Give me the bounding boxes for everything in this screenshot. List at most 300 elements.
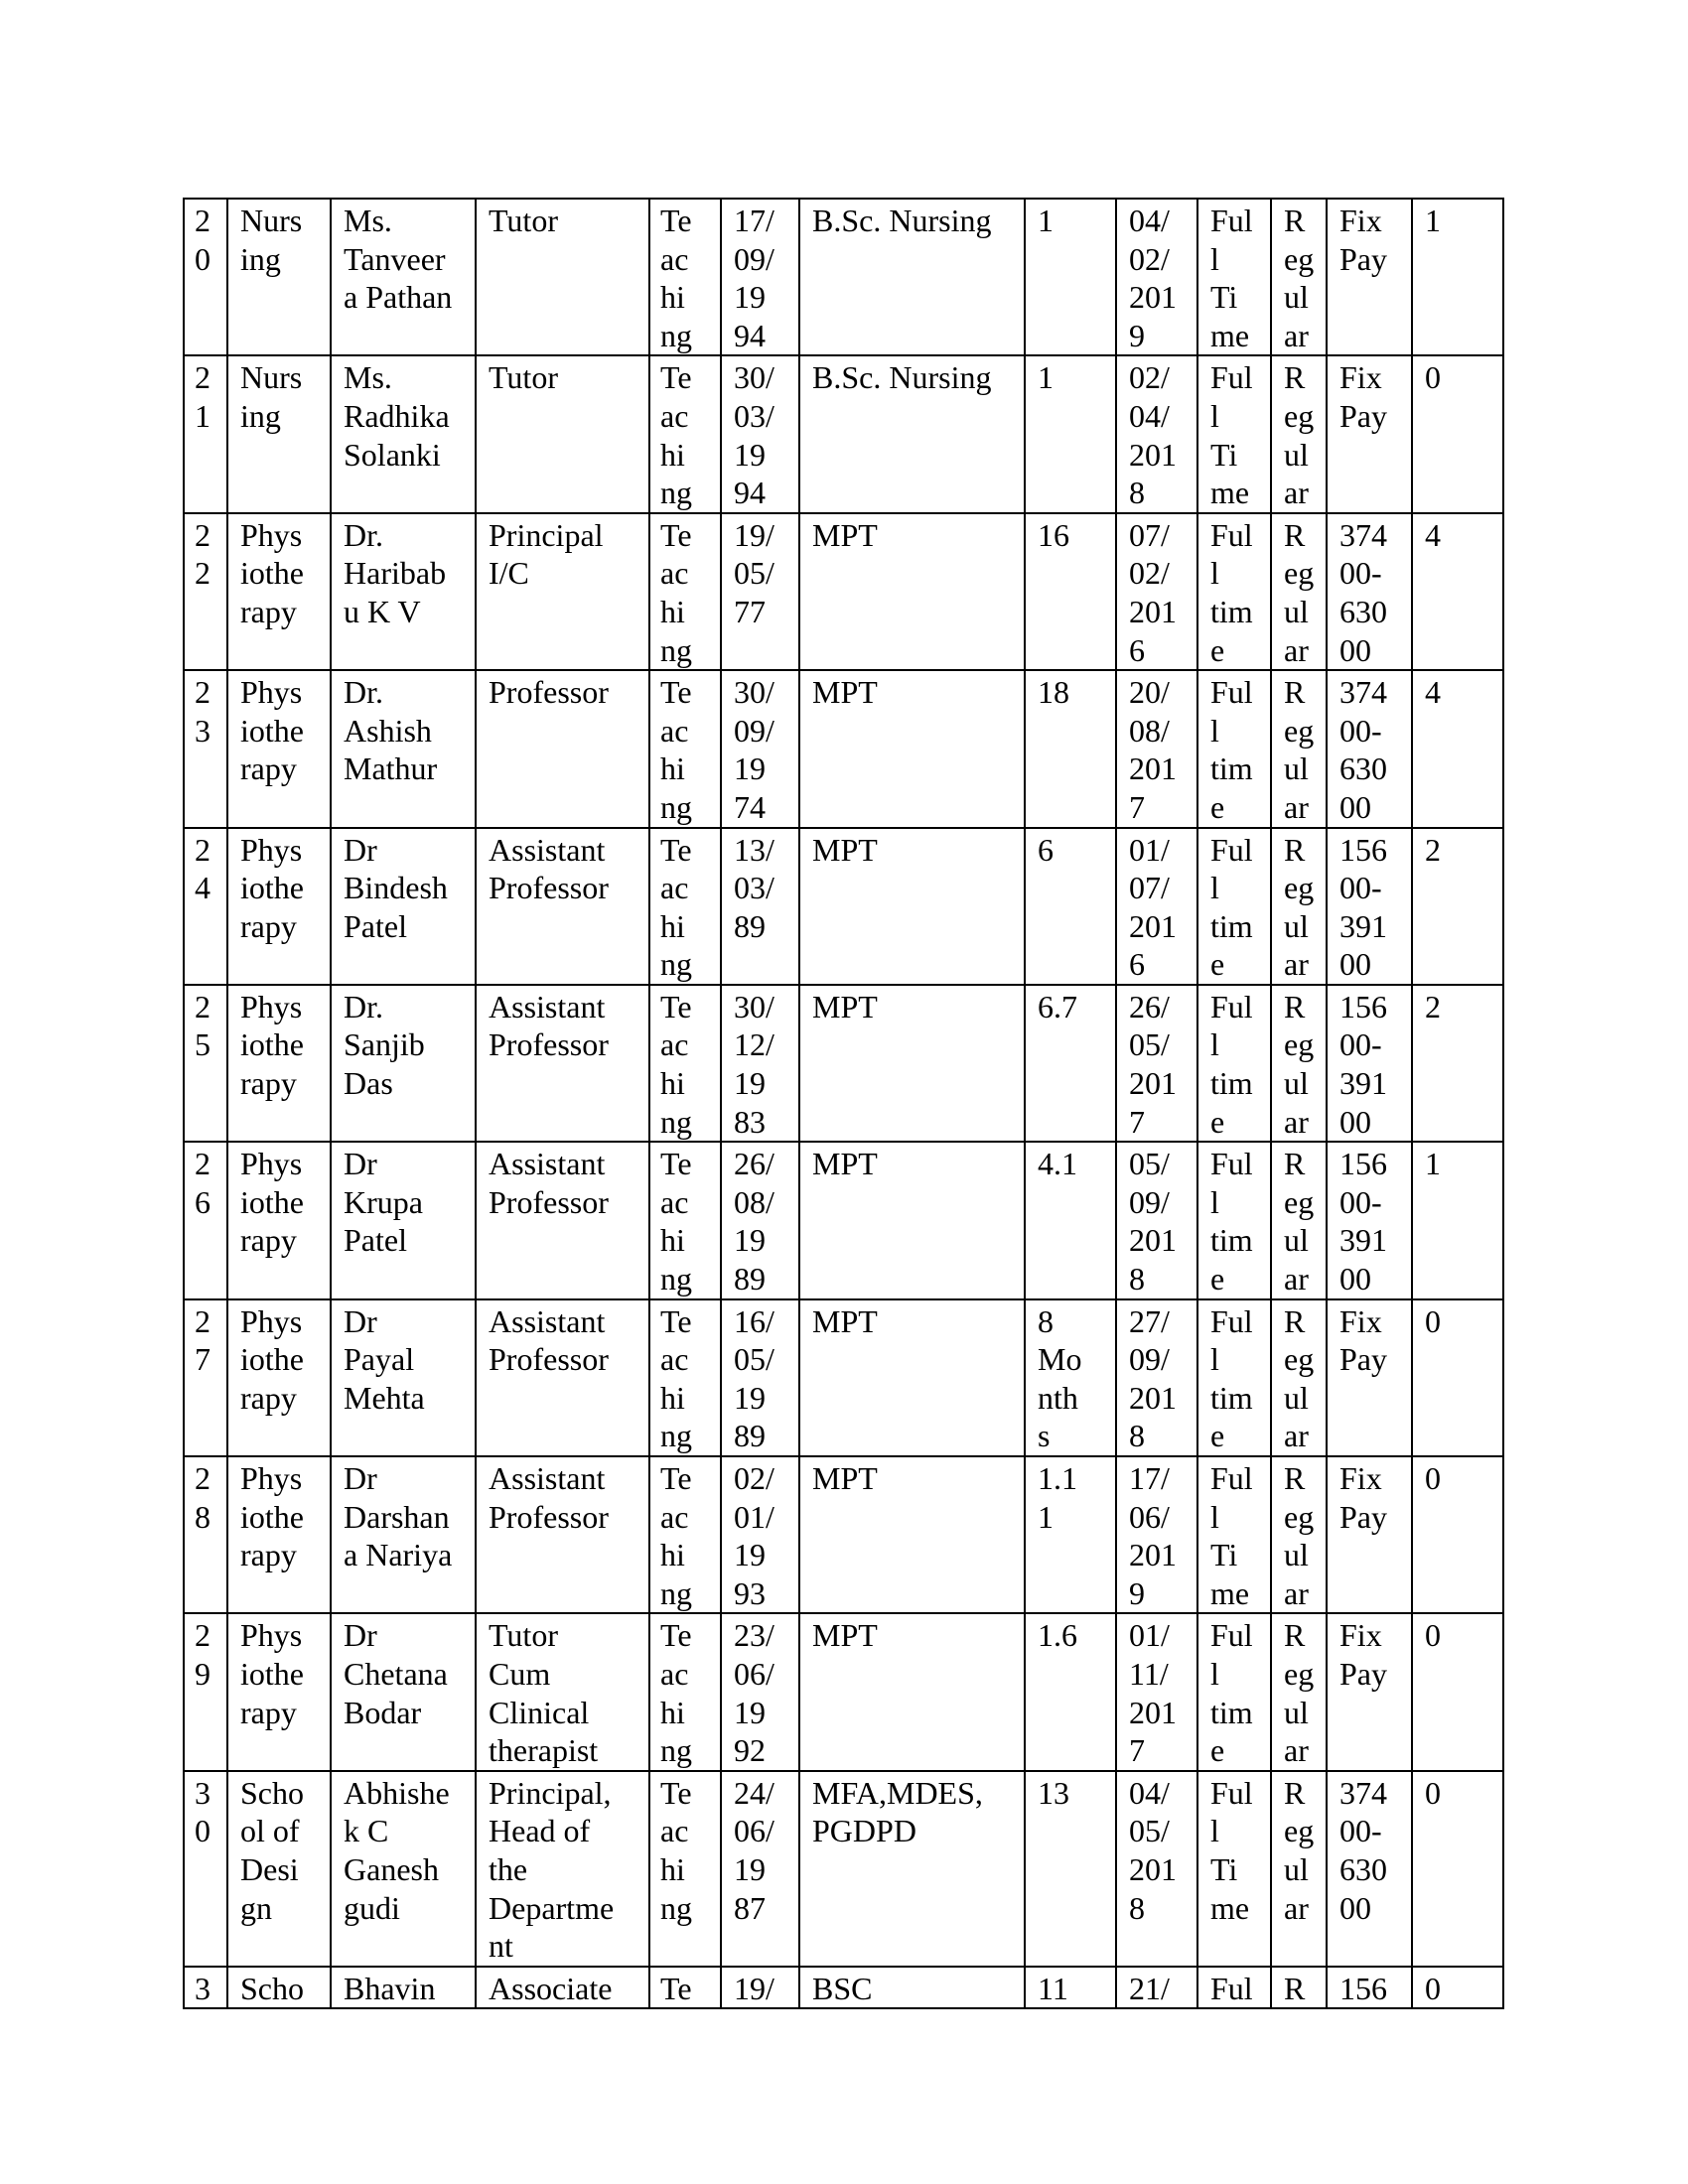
- date-of-joining-text: 201: [1129, 279, 1177, 316]
- date-of-birth-text: 74: [734, 788, 766, 825]
- date-of-birth-cell: [721, 355, 799, 512]
- appointment-nature-text: R: [1284, 1617, 1306, 1654]
- department-text: Phys: [240, 1460, 303, 1496]
- designation-cell: [476, 199, 649, 355]
- date-of-birth-text: 06/: [734, 1813, 774, 1849]
- employment-mode-cell: [1197, 1771, 1271, 1967]
- staff-type-text: ng: [660, 631, 692, 668]
- department-cell: [227, 1456, 331, 1613]
- date-of-birth-text: 19: [734, 1222, 766, 1259]
- employment-mode-text: e: [1210, 1732, 1225, 1769]
- staff-type-text: ac: [660, 712, 689, 749]
- staff-type-cell: [649, 985, 721, 1142]
- staff-type-text: ng: [660, 317, 692, 353]
- appointment-nature-cell: [1271, 1142, 1327, 1298]
- employment-mode-cell: [1197, 1456, 1271, 1613]
- faculty-name-cell: [331, 670, 476, 827]
- department-text: rapy: [240, 1694, 297, 1730]
- staff-type-text: ng: [660, 1261, 692, 1297]
- date-of-birth-text: 05/: [734, 1341, 774, 1378]
- date-of-birth-text: 94: [734, 475, 766, 511]
- staff-type-text: ac: [660, 1813, 689, 1849]
- appointment-nature-cell: [1271, 1771, 1327, 1967]
- date-of-joining-text: 05/: [1129, 1026, 1170, 1063]
- appointment-nature-text: ul: [1284, 1537, 1309, 1573]
- employment-mode-text: Ti: [1210, 1850, 1238, 1887]
- experience-cell: [1025, 670, 1116, 827]
- staff-type-text: Te: [660, 359, 692, 396]
- pay-scale-cell: [1327, 1613, 1412, 1770]
- qualification-text: MPT: [812, 1146, 878, 1182]
- department-text: Scho: [240, 1970, 304, 2006]
- department-text: Phys: [240, 1617, 303, 1654]
- date-of-joining-text: 01/: [1129, 1617, 1170, 1654]
- serial-number-cell: [184, 1299, 227, 1456]
- date-of-joining-text: 201: [1129, 436, 1177, 473]
- department-text: rapy: [240, 907, 297, 944]
- staff-table: [183, 198, 1504, 2009]
- qualification-cell: [799, 1299, 1025, 1456]
- department-text: iothe: [240, 1183, 304, 1220]
- staff-type-text: ac: [660, 870, 689, 906]
- last-column-cell: [1412, 1456, 1503, 1613]
- staff-type-text: ng: [660, 475, 692, 511]
- date-of-joining-text: 04/: [1129, 1774, 1170, 1811]
- staff-type-text: ac: [660, 1341, 689, 1378]
- staff-type-cell: [649, 199, 721, 355]
- faculty-name-cell: [331, 1613, 476, 1770]
- employment-mode-text: l: [1210, 1655, 1219, 1692]
- appointment-nature-text: ul: [1284, 279, 1309, 316]
- employment-mode-text: Ful: [1210, 1970, 1253, 2006]
- department-cell: [227, 355, 331, 512]
- pay-scale-text: 00-: [1339, 555, 1382, 592]
- pay-scale-text: 00-: [1339, 1183, 1382, 1220]
- table-row: [184, 355, 1503, 512]
- employment-mode-text: e: [1210, 1103, 1225, 1140]
- date-of-joining-text: 17/: [1129, 1460, 1170, 1496]
- employment-mode-text: e: [1210, 788, 1225, 825]
- designation-text: Professor: [489, 674, 609, 711]
- serial-number-text: 0: [195, 1813, 211, 1849]
- department-text: ing: [240, 397, 281, 434]
- experience-text: nth: [1038, 1379, 1078, 1416]
- date-of-birth-text: 30/: [734, 988, 774, 1024]
- date-of-birth-text: 19: [734, 1379, 766, 1416]
- employment-mode-text: me: [1210, 475, 1250, 511]
- serial-number-text: 9: [195, 1655, 211, 1692]
- date-of-birth-text: 12/: [734, 1026, 774, 1063]
- last-column-cell: [1412, 670, 1503, 827]
- date-of-birth-text: 19: [734, 279, 766, 316]
- date-of-birth-text: 89: [734, 1261, 766, 1297]
- staff-type-text: ng: [660, 1732, 692, 1769]
- date-of-birth-cell: [721, 199, 799, 355]
- employment-mode-text: Ful: [1210, 203, 1253, 238]
- appointment-nature-text: ul: [1284, 907, 1309, 944]
- department-text: Desi: [240, 1850, 299, 1887]
- employment-mode-text: e: [1210, 1418, 1225, 1454]
- employment-mode-text: l: [1210, 240, 1219, 277]
- faculty-name-text: Das: [344, 1065, 393, 1102]
- employment-mode-text: l: [1210, 1026, 1219, 1063]
- pay-scale-cell: [1327, 670, 1412, 827]
- employment-mode-cell: [1197, 670, 1271, 827]
- employment-mode-text: me: [1210, 317, 1250, 353]
- employment-mode-text: tim: [1210, 1222, 1253, 1259]
- designation-cell: [476, 1967, 649, 2009]
- staff-type-text: ng: [660, 946, 692, 983]
- last-column-cell: [1412, 985, 1503, 1142]
- pay-scale-cell: [1327, 1967, 1412, 2009]
- faculty-name-cell: [331, 1771, 476, 1967]
- pay-scale-text: Pay: [1339, 1498, 1387, 1535]
- designation-text: Associate: [489, 1970, 613, 2006]
- date-of-birth-text: 09/: [734, 240, 774, 277]
- table-row: [184, 1142, 1503, 1298]
- date-of-birth-text: 89: [734, 1418, 766, 1454]
- faculty-name-cell: [331, 1967, 476, 2009]
- last-column-text: 0: [1425, 1774, 1441, 1811]
- employment-mode-cell: [1197, 1142, 1271, 1298]
- date-of-joining-text: 7: [1129, 1103, 1145, 1140]
- pay-scale-text: 630: [1339, 751, 1387, 787]
- pay-scale-text: 00: [1339, 788, 1371, 825]
- employment-mode-text: Ful: [1210, 1617, 1253, 1654]
- faculty-name-text: Bindesh: [344, 870, 448, 906]
- serial-number-text: 3: [195, 1970, 211, 2006]
- appointment-nature-text: ul: [1284, 1379, 1309, 1416]
- faculty-name-text: Krupa: [344, 1183, 423, 1220]
- faculty-name-text: gudi: [344, 1889, 400, 1926]
- department-text: rapy: [240, 751, 297, 787]
- staff-type-text: hi: [660, 279, 685, 316]
- date-of-joining-cell: [1116, 1299, 1197, 1456]
- date-of-birth-text: 94: [734, 317, 766, 353]
- qualification-cell: [799, 355, 1025, 512]
- employment-mode-text: Ti: [1210, 1537, 1238, 1573]
- designation-text: Assistant: [489, 988, 606, 1024]
- last-column-text: 4: [1425, 516, 1441, 553]
- date-of-joining-text: 201: [1129, 907, 1177, 944]
- designation-cell: [476, 1456, 649, 1613]
- pay-scale-text: Pay: [1339, 397, 1387, 434]
- pay-scale-cell: [1327, 199, 1412, 355]
- staff-type-text: ac: [660, 240, 689, 277]
- appointment-nature-text: ul: [1284, 593, 1309, 629]
- designation-cell: [476, 670, 649, 827]
- appointment-nature-text: R: [1284, 1970, 1306, 2006]
- faculty-name-cell: [331, 1299, 476, 1456]
- last-column-cell: [1412, 355, 1503, 512]
- serial-number-text: 5: [195, 1026, 211, 1063]
- experience-text: 1: [1038, 359, 1054, 396]
- date-of-birth-text: 16/: [734, 1302, 774, 1339]
- appointment-nature-text: eg: [1284, 240, 1315, 277]
- appointment-nature-text: ar: [1284, 1732, 1309, 1769]
- serial-number-text: 2: [195, 555, 211, 592]
- appointment-nature-text: ar: [1284, 946, 1309, 983]
- pay-scale-text: 00-: [1339, 712, 1382, 749]
- staff-type-text: hi: [660, 593, 685, 629]
- appointment-nature-text: ul: [1284, 1850, 1309, 1887]
- pay-scale-text: 00-: [1339, 870, 1382, 906]
- table-row: [184, 1771, 1503, 1967]
- table-row: [184, 670, 1503, 827]
- serial-number-text: 4: [195, 870, 211, 906]
- date-of-birth-text: 77: [734, 593, 766, 629]
- serial-number-text: 6: [195, 1183, 211, 1220]
- date-of-birth-text: 93: [734, 1574, 766, 1611]
- experience-cell: [1025, 1967, 1116, 2009]
- date-of-joining-text: 9: [1129, 317, 1145, 353]
- designation-text: Professor: [489, 1498, 609, 1535]
- pay-scale-text: 00: [1339, 1261, 1371, 1297]
- date-of-birth-cell: [721, 985, 799, 1142]
- department-cell: [227, 1771, 331, 1967]
- date-of-birth-text: 13/: [734, 831, 774, 868]
- pay-scale-text: 00: [1339, 1103, 1371, 1140]
- date-of-joining-text: 27/: [1129, 1302, 1170, 1339]
- pay-scale-text: Fix: [1339, 359, 1382, 396]
- pay-scale-text: 630: [1339, 1850, 1387, 1887]
- department-text: iothe: [240, 1655, 304, 1692]
- qualification-text: MPT: [812, 674, 878, 711]
- last-column-text: 1: [1425, 203, 1441, 238]
- table-row: [184, 513, 1503, 670]
- designation-text: Professor: [489, 1026, 609, 1063]
- serial-number-text: 2: [195, 674, 211, 711]
- faculty-name-text: Bodar: [344, 1694, 422, 1730]
- designation-text: Tutor: [489, 203, 558, 238]
- date-of-joining-cell: [1116, 1142, 1197, 1298]
- qualification-cell: [799, 199, 1025, 355]
- date-of-joining-text: 6: [1129, 946, 1145, 983]
- employment-mode-cell: [1197, 985, 1271, 1142]
- table-row: [184, 828, 1503, 985]
- appointment-nature-text: R: [1284, 674, 1306, 711]
- appointment-nature-cell: [1271, 1299, 1327, 1456]
- department-cell: [227, 670, 331, 827]
- designation-text: Departme: [489, 1889, 615, 1926]
- designation-cell: [476, 355, 649, 512]
- qualification-cell: [799, 1142, 1025, 1298]
- staff-type-text: ng: [660, 1103, 692, 1140]
- serial-number-text: 2: [195, 831, 211, 868]
- designation-text: therapist: [489, 1732, 599, 1769]
- department-text: Scho: [240, 1774, 304, 1811]
- date-of-joining-text: 201: [1129, 1222, 1177, 1259]
- faculty-name-cell: [331, 513, 476, 670]
- staff-type-text: Te: [660, 1146, 692, 1182]
- experience-text: 16: [1038, 516, 1069, 553]
- date-of-joining-text: 02/: [1129, 240, 1170, 277]
- department-text: Nurs: [240, 359, 303, 396]
- serial-number-text: 1: [195, 397, 211, 434]
- qualification-cell: [799, 670, 1025, 827]
- staff-type-text: hi: [660, 1065, 685, 1102]
- employment-mode-text: Ti: [1210, 436, 1238, 473]
- department-text: Phys: [240, 674, 303, 711]
- qualification-cell: [799, 1613, 1025, 1770]
- qualification-text: BSC: [812, 1970, 873, 2006]
- designation-text: Assistant: [489, 1146, 606, 1182]
- serial-number-cell: [184, 1142, 227, 1298]
- last-column-text: 4: [1425, 674, 1441, 711]
- pay-scale-text: 156: [1339, 1970, 1387, 2006]
- qualification-cell: [799, 1456, 1025, 1613]
- pay-scale-text: 156: [1339, 1146, 1387, 1182]
- appointment-nature-text: ar: [1284, 631, 1309, 668]
- employment-mode-text: e: [1210, 631, 1225, 668]
- faculty-name-text: Ms.: [344, 203, 392, 238]
- employment-mode-text: Ful: [1210, 674, 1253, 711]
- department-text: rapy: [240, 1537, 297, 1573]
- appointment-nature-text: ul: [1284, 751, 1309, 787]
- employment-mode-text: l: [1210, 1183, 1219, 1220]
- designation-cell: [476, 1613, 649, 1770]
- employment-mode-text: l: [1210, 1813, 1219, 1849]
- appointment-nature-text: ar: [1284, 317, 1309, 353]
- serial-number-cell: [184, 513, 227, 670]
- serial-number-cell: [184, 985, 227, 1142]
- faculty-name-text: Mathur: [344, 751, 438, 787]
- experience-text: 8: [1038, 1302, 1054, 1339]
- designation-text: Head of: [489, 1813, 591, 1849]
- date-of-joining-text: 07/: [1129, 870, 1170, 906]
- date-of-birth-text: 05/: [734, 555, 774, 592]
- qualification-text: MPT: [812, 1460, 878, 1496]
- date-of-joining-text: 201: [1129, 1694, 1177, 1730]
- serial-number-text: 8: [195, 1498, 211, 1535]
- faculty-name-text: Dr: [344, 1617, 377, 1654]
- faculty-name-text: k C: [344, 1813, 389, 1849]
- faculty-name-text: Darshan: [344, 1498, 450, 1535]
- department-text: Phys: [240, 1302, 303, 1339]
- department-text: ing: [240, 240, 281, 277]
- serial-number-cell: [184, 1613, 227, 1770]
- appointment-nature-text: eg: [1284, 1183, 1315, 1220]
- department-cell: [227, 828, 331, 985]
- serial-number-cell: [184, 1967, 227, 2009]
- staff-type-text: hi: [660, 751, 685, 787]
- date-of-joining-cell: [1116, 1967, 1197, 2009]
- last-column-text: 0: [1425, 1302, 1441, 1339]
- date-of-birth-text: 02/: [734, 1460, 774, 1496]
- serial-number-cell: [184, 199, 227, 355]
- date-of-birth-text: 01/: [734, 1498, 774, 1535]
- department-text: gn: [240, 1889, 272, 1926]
- date-of-joining-cell: [1116, 985, 1197, 1142]
- employment-mode-text: Ful: [1210, 516, 1253, 553]
- faculty-name-cell: [331, 199, 476, 355]
- date-of-joining-cell: [1116, 1771, 1197, 1967]
- date-of-joining-text: 06/: [1129, 1498, 1170, 1535]
- appointment-nature-text: eg: [1284, 1655, 1315, 1692]
- date-of-joining-text: 8: [1129, 1889, 1145, 1926]
- date-of-birth-cell: [721, 1142, 799, 1298]
- department-text: rapy: [240, 593, 297, 629]
- department-text: rapy: [240, 1379, 297, 1416]
- date-of-joining-text: 09/: [1129, 1183, 1170, 1220]
- date-of-joining-cell: [1116, 513, 1197, 670]
- serial-number-text: 2: [195, 1460, 211, 1496]
- appointment-nature-cell: [1271, 1967, 1327, 2009]
- staff-type-cell: [649, 1967, 721, 2009]
- qualification-cell: [799, 1967, 1025, 2009]
- staff-type-cell: [649, 670, 721, 827]
- date-of-birth-cell: [721, 1967, 799, 2009]
- pay-scale-text: 156: [1339, 988, 1387, 1024]
- appointment-nature-text: ar: [1284, 1574, 1309, 1611]
- designation-text: the: [489, 1850, 528, 1887]
- date-of-birth-text: 19/: [734, 1970, 774, 2006]
- date-of-birth-text: 30/: [734, 674, 774, 711]
- date-of-joining-text: 20/: [1129, 674, 1170, 711]
- staff-type-text: ng: [660, 1889, 692, 1926]
- staff-type-text: Te: [660, 674, 692, 711]
- department-text: ol of: [240, 1813, 300, 1849]
- date-of-joining-text: 9: [1129, 1574, 1145, 1611]
- staff-type-text: hi: [660, 1537, 685, 1573]
- pay-scale-text: Fix: [1339, 1302, 1382, 1339]
- appointment-nature-text: R: [1284, 1774, 1306, 1811]
- employment-mode-cell: [1197, 828, 1271, 985]
- appointment-nature-cell: [1271, 355, 1327, 512]
- qualification-text: MPT: [812, 516, 878, 553]
- employment-mode-text: Ful: [1210, 1774, 1253, 1811]
- date-of-birth-cell: [721, 828, 799, 985]
- department-cell: [227, 199, 331, 355]
- employment-mode-text: tim: [1210, 907, 1253, 944]
- pay-scale-cell: [1327, 1142, 1412, 1298]
- appointment-nature-cell: [1271, 1613, 1327, 1770]
- pay-scale-cell: [1327, 1299, 1412, 1456]
- date-of-birth-text: 19: [734, 1065, 766, 1102]
- serial-number-cell: [184, 670, 227, 827]
- appointment-nature-text: R: [1284, 988, 1306, 1024]
- date-of-birth-text: 19: [734, 1537, 766, 1573]
- staff-type-text: hi: [660, 1850, 685, 1887]
- date-of-birth-text: 09/: [734, 712, 774, 749]
- staff-type-cell: [649, 1613, 721, 1770]
- table-row: [184, 1299, 1503, 1456]
- employment-mode-cell: [1197, 199, 1271, 355]
- appointment-nature-cell: [1271, 199, 1327, 355]
- designation-cell: [476, 1299, 649, 1456]
- faculty-name-text: Patel: [344, 1222, 407, 1259]
- date-of-joining-text: 07/: [1129, 516, 1170, 553]
- designation-cell: [476, 1771, 649, 1967]
- faculty-name-text: Dr: [344, 1302, 377, 1339]
- date-of-joining-text: 201: [1129, 1065, 1177, 1102]
- pay-scale-text: Pay: [1339, 240, 1387, 277]
- date-of-joining-text: 26/: [1129, 988, 1170, 1024]
- pay-scale-text: Fix: [1339, 1617, 1382, 1654]
- department-text: iothe: [240, 870, 304, 906]
- designation-text: Tutor: [489, 1617, 558, 1654]
- date-of-birth-cell: [721, 1613, 799, 1770]
- pay-scale-cell: [1327, 985, 1412, 1142]
- date-of-joining-text: 8: [1129, 475, 1145, 511]
- designation-text: Clinical: [489, 1694, 590, 1730]
- faculty-name-text: Dr: [344, 1460, 377, 1496]
- serial-number-text: 2: [195, 988, 211, 1024]
- pay-scale-text: 00-: [1339, 1813, 1382, 1849]
- staff-type-text: hi: [660, 1222, 685, 1259]
- pay-scale-text: 391: [1339, 1222, 1387, 1259]
- date-of-birth-text: 03/: [734, 870, 774, 906]
